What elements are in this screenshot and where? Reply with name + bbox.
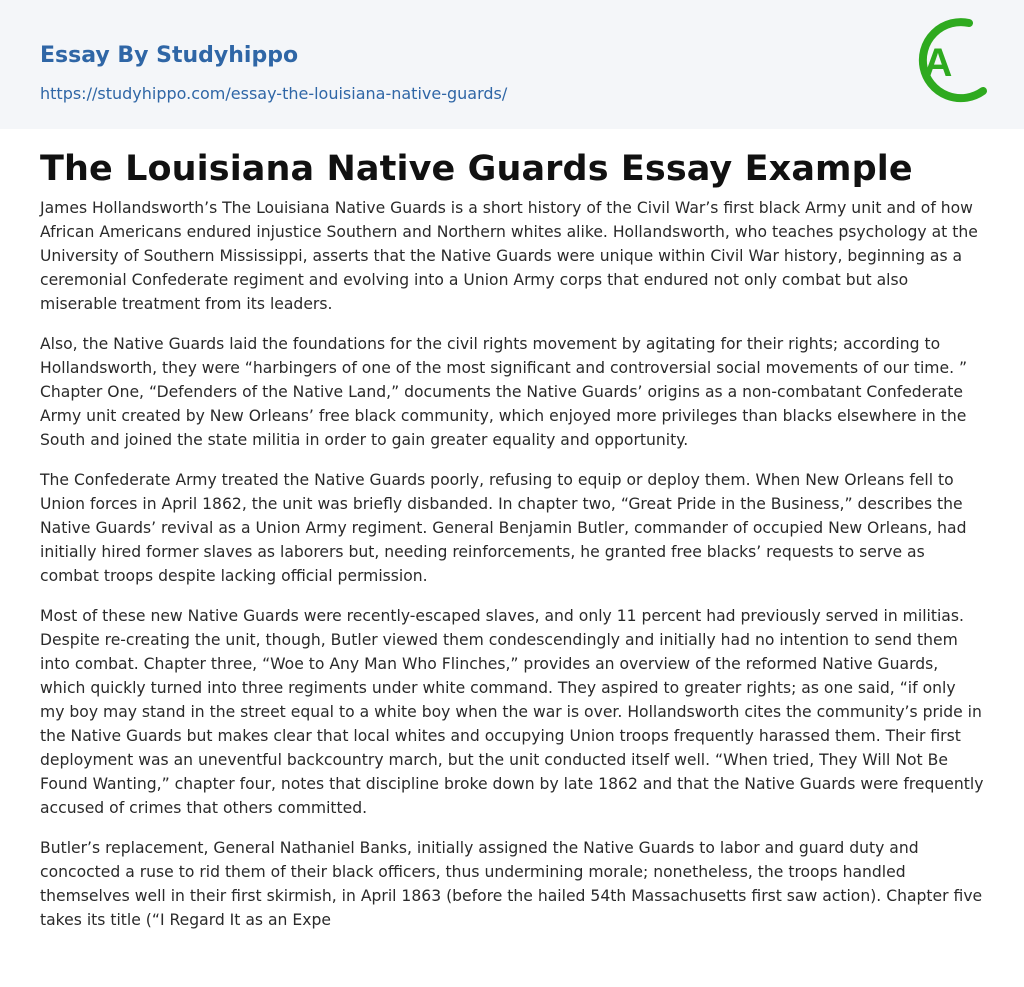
paragraph-2: Also, the Native Guards laid the foundations for the civil rights movement by agitating for their rights; according to Hollandsworth, they were “harbingers of one of the most significant and controversial social movements of our time. ” Chapter One, “Defenders of the Native Land,” documents the Native Guards’ origins as a non-combatant Confederate Army unit created by New Orleans’ free black community, which enjoyed more privileges than blacks elsewhere in the South and joined the state militia in order to gain greater equality and opportunity. (40, 335, 968, 449)
paragraph-3: The Confederate Army treated the Native Guards poorly, refusing to equip or deploy them. When New Orleans fell to Union forces in April 1862, the unit was briefly disbanded. In chapter two, “Great Pride in the Business,” describes the Native Guards’ revival as a Union Army regiment. General Benjamin Butler, commander of occupied New Orleans, had initially hired former slaves as laborers but, needing reinforcements, he granted free blacks’ requests to serve as combat troops despite lacking official permission. (40, 471, 967, 585)
paragraph-5: Butler’s replacement, General Nathaniel Banks, initially assigned the Native Guards to labor and guard duty and concocted a ruse to rid them of their black officers, thus undermining morale; nonetheless, the troops handled themselves well in their first skirmish, in April 1863 (before the hailed 54th Massachusetts first saw action). Chapter five takes its title (“I Regard It as an Expe (40, 839, 983, 929)
page-title: The Louisiana Native Guards Essay Example (40, 149, 913, 189)
site-name[interactable]: Essay By Studyhippo (40, 43, 299, 68)
paragraph-4: Most of these new Native Guards were recently-escaped slaves, and only 11 percent had previously served in militias. Despite re-creating the unit, though, Butler viewed them condescendingly and initially had no intention to send them into combat. Chapter three, “Woe to Any Man Who Flinches,” provides an overview of the reformed Native Guards, which quickly turned into three regiments under white command. They aspired to greater rights; as one said, “if only my boy may stand in the street equal to a white boy when the war is over. Hollandsworth cites the community’s pride in the Native Guards but makes clear that local whites and occupying Union troops frequently harassed them. Their first deployment was an uneventful backcountry march, but the unit conducted itself well. “When tried, They Will Not Be Found Wanting,” chapter four, notes that discipline broke down by late 1862 and that the Native Guards were frequently accused of crimes that others committed. (40, 607, 984, 817)
source-url-link[interactable]: https://studyhippo.com/essay-the-louisiana-native-guards/ (40, 84, 508, 103)
logo-letter: A (923, 41, 953, 85)
site-header (0, 0, 1024, 129)
article-body (0, 190, 1024, 932)
paragraph-1: James Hollandsworth’s The Louisiana Native Guards is a short history of the Civil War’s first black Army unit and of how African Americans endured injustice Southern and Northern whites alike. Hollandsworth, who teaches psychology at the University of Southern Mississippi, asserts that the Native Guards were unique within Civil War history, beginning as a ceremonial Confederate regiment and evolving into a Union Army corps that endured not only combat but also miserable treatment from its leaders. (40, 199, 978, 313)
studyhippo-logo-icon[interactable] (912, 18, 988, 106)
